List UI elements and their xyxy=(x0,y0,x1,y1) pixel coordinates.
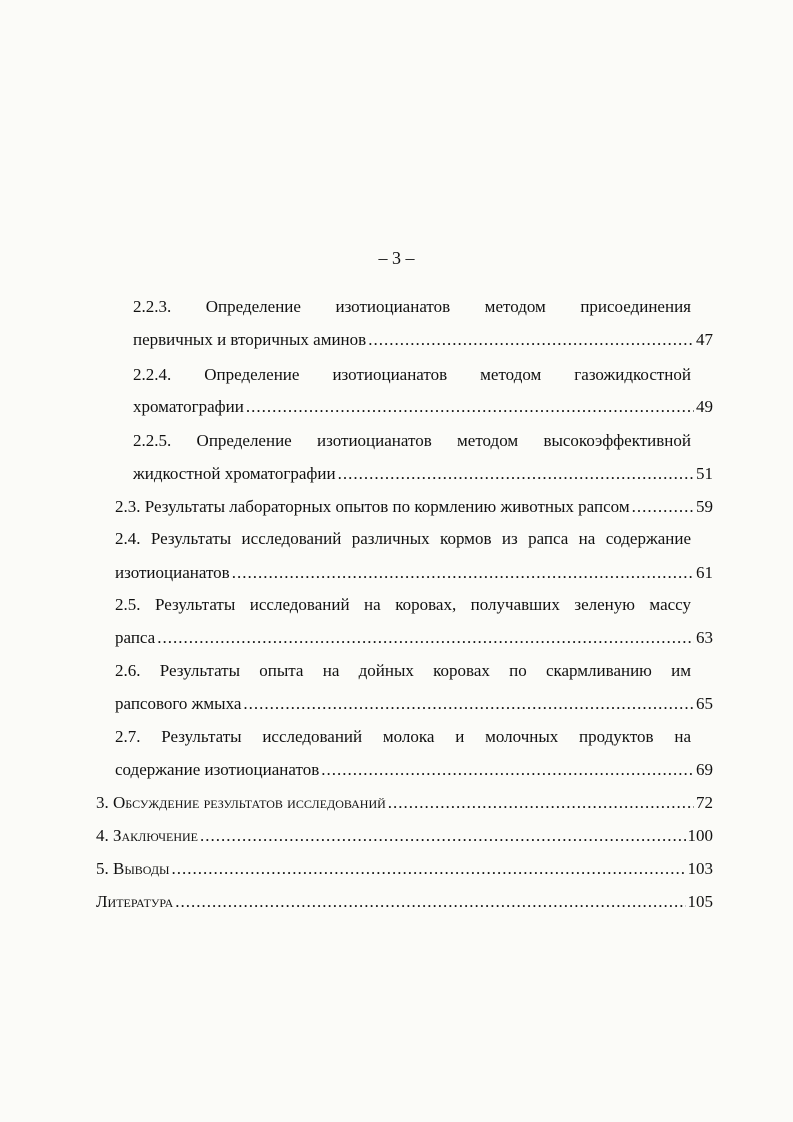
toc-entry-text: первичных и вторичных аминов xyxy=(133,330,367,349)
toc-page-number: 61 xyxy=(696,563,713,582)
toc-entry-2-5-line1: 2.5. Результаты исследований на коровах, получавших зеленую массу xyxy=(115,595,691,614)
leader-dots xyxy=(243,693,694,715)
toc-entry-2-2-5-line1: 2.2.5. Определение изотиоцианатов методом высокоэффективной xyxy=(133,431,691,450)
leader-dots xyxy=(368,329,694,351)
toc-entry-text: 2.3. Результаты лабораторных опытов по кормлению животных рапсом xyxy=(115,497,630,516)
toc-page-number: 103 xyxy=(687,859,713,878)
toc-entry-2-2-3-line1: 2.2.3. Определение изотиоцианатов методом присоединения xyxy=(133,297,691,316)
toc-entry-2-7[interactable] xyxy=(115,759,713,781)
toc-entry-2-2-3[interactable] xyxy=(133,329,713,351)
toc-entry-text: рапсового жмыха xyxy=(115,694,242,713)
toc-page-number: 72 xyxy=(696,793,713,812)
toc-entry-text: 4. Заключение xyxy=(96,826,198,845)
toc-page-number: 65 xyxy=(696,694,713,713)
toc-entry-literature[interactable] xyxy=(96,891,713,913)
leader-dots xyxy=(200,825,686,847)
toc-entry-text: содержание изотиоцианатов xyxy=(115,760,320,779)
toc-entry-text: 3. Обсуждение результатов исследований xyxy=(96,793,386,812)
toc-entry-text: изотиоцианатов xyxy=(115,563,230,582)
leader-dots xyxy=(632,496,694,518)
toc-page-number: 63 xyxy=(696,628,713,647)
toc-page-number: 69 xyxy=(696,760,713,779)
toc-page-number: 51 xyxy=(696,464,713,483)
toc-entry-2-5[interactable] xyxy=(115,627,713,649)
toc-entry-text: рапса xyxy=(115,628,156,647)
toc-page-number: 47 xyxy=(696,330,713,349)
leader-dots xyxy=(175,891,685,913)
toc-entry-text: 5. Выводы xyxy=(96,859,170,878)
toc-page-number: 100 xyxy=(687,826,713,845)
toc-entry-3[interactable] xyxy=(96,792,713,814)
toc-entry-2-2-4-line1: 2.2.4. Определение изотиоцианатов методом газожидкостной xyxy=(133,365,691,384)
page-number: – 3 – xyxy=(378,248,415,268)
toc-entry-2-2-5[interactable] xyxy=(133,463,713,485)
toc-page-number: 105 xyxy=(687,892,713,911)
toc-entry-2-7-line1: 2.7. Результаты исследований молока и молочных продуктов на xyxy=(115,727,691,746)
leader-dots xyxy=(338,463,694,485)
toc-entry-text: Литература xyxy=(96,892,174,911)
toc-entry-2-4[interactable] xyxy=(115,562,713,584)
toc-page-number: 49 xyxy=(696,397,713,416)
toc-page-number: 59 xyxy=(696,497,713,516)
leader-dots xyxy=(232,562,694,584)
leader-dots xyxy=(388,792,694,814)
leader-dots xyxy=(157,627,694,649)
leader-dots xyxy=(172,858,686,880)
leader-dots xyxy=(321,759,694,781)
toc-entry-2-2-4[interactable] xyxy=(133,396,713,418)
leader-dots xyxy=(246,396,694,418)
toc-entry-2-3[interactable] xyxy=(115,496,713,518)
toc-entry-2-6[interactable] xyxy=(115,693,713,715)
toc-entry-2-6-line1: 2.6. Результаты опыта на дойных коровах по скармливанию им xyxy=(115,661,691,680)
toc-entry-text: жидкостной хроматографии xyxy=(133,464,336,483)
toc-entry-4[interactable] xyxy=(96,825,713,847)
toc-entry-5[interactable] xyxy=(96,858,713,880)
toc-entry-2-4-line1: 2.4. Результаты исследований различных кормов из рапса на содержание xyxy=(115,529,691,548)
toc-entry-text: хроматографии xyxy=(133,397,244,416)
